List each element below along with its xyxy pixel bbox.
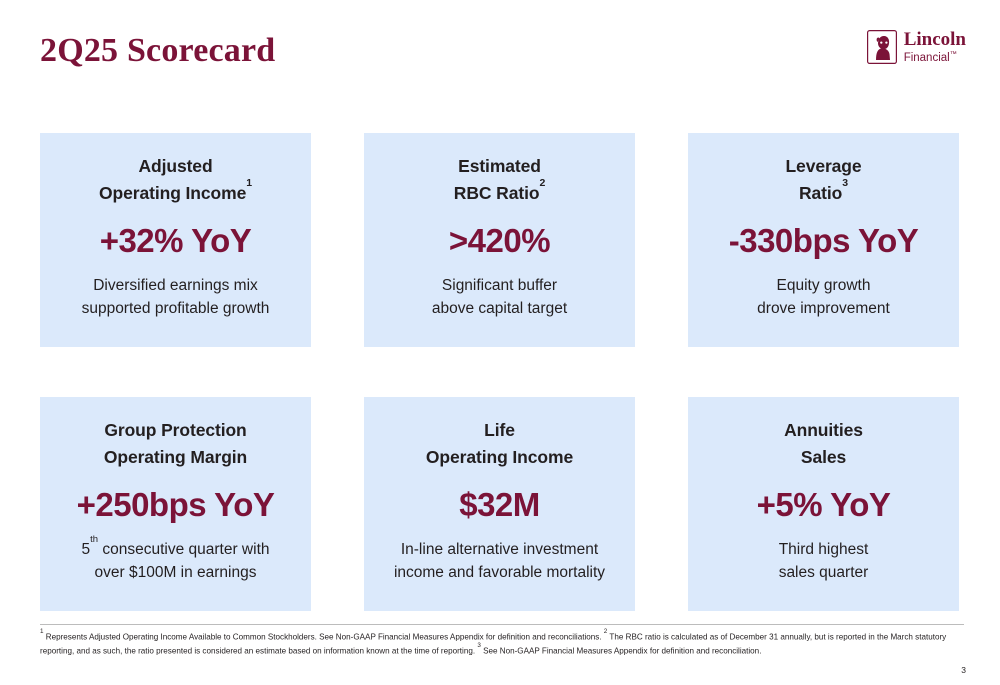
card-label xyxy=(378,153,621,207)
footnote-marker-1: 1 xyxy=(40,627,44,635)
card-desc-line2: supported profitable growth xyxy=(81,299,270,317)
footnote-marker-2: 2 xyxy=(603,627,608,635)
card-desc-line2: income and favorable mortality xyxy=(393,563,606,581)
card-description xyxy=(54,274,297,321)
footnote-text-1: Represents Adjusted Operating Income Available to Common Stockholders. See Non-GAAP Financial Measures Appendix for definition and reconciliations. xyxy=(43,632,604,642)
card-label xyxy=(702,153,945,207)
card-desc-line1: Equity growth xyxy=(776,276,871,294)
card-label-line2: Operating Margin xyxy=(103,447,248,468)
card-label-line1: Group Protection xyxy=(104,420,247,440)
card-label-line1: Life xyxy=(484,420,515,440)
card-value: -330bps YoY xyxy=(728,222,919,260)
card-label xyxy=(54,153,297,207)
card-label-line1: Annuities xyxy=(784,420,863,440)
card-desc-line1: In-line alternative investment xyxy=(400,540,599,558)
card-desc-line1: Diversified earnings mix xyxy=(93,276,258,294)
card-label-line2: Sales xyxy=(800,447,847,468)
scorecard-grid xyxy=(40,133,964,611)
page-title: 2Q25 Scorecard xyxy=(40,32,276,69)
card-description xyxy=(378,538,621,585)
logo-wordmark xyxy=(904,30,966,64)
card-description xyxy=(702,538,945,585)
card-description xyxy=(702,274,945,321)
footnote-divider xyxy=(40,624,964,625)
card-label-line2: Ratio xyxy=(798,183,843,204)
card-value: +5% YoY xyxy=(756,486,891,524)
footnote-text-3: See Non-GAAP Financial Measures Appendix for definition and reconciliation. xyxy=(480,646,762,656)
card-label-footnote-ref: 1 xyxy=(246,177,252,189)
scorecard-card-group-protection-operating-margin xyxy=(40,397,311,611)
card-desc-line2: sales quarter xyxy=(778,563,869,581)
card-description xyxy=(54,534,297,585)
card-value: +32% YoY xyxy=(99,222,252,260)
card-label xyxy=(54,417,297,471)
card-label-line1: Leverage xyxy=(785,156,862,176)
card-label xyxy=(702,417,945,471)
scorecard-card-estimated-rbc-ratio xyxy=(364,133,635,347)
card-label-line2: Operating Income xyxy=(99,183,247,204)
lincoln-financial-logo xyxy=(867,30,966,64)
card-label-footnote-ref: 3 xyxy=(842,177,848,189)
logo-line-financial: Financial™ xyxy=(903,51,957,64)
trademark-symbol: ™ xyxy=(949,51,957,58)
card-value: >420% xyxy=(448,222,551,260)
logo-line-lincoln: Lincoln xyxy=(903,29,966,50)
card-description xyxy=(378,274,621,321)
card-value: $32M xyxy=(459,486,540,524)
card-desc-line2: over $100M in earnings xyxy=(94,563,257,581)
footnote-marker-3: 3 xyxy=(477,641,481,649)
scorecard-card-life-operating-income xyxy=(364,397,635,611)
scorecard-card-adjusted-operating-income xyxy=(40,133,311,347)
scorecard-card-leverage-ratio xyxy=(688,133,959,347)
card-value: +250bps YoY xyxy=(76,486,275,524)
card-label-footnote-ref: 2 xyxy=(539,177,546,189)
card-desc-line1-prefix: 5 xyxy=(81,540,91,558)
page-number: 3 xyxy=(961,665,966,675)
card-desc-line2: above capital target xyxy=(431,299,568,317)
card-desc-line2: drove improvement xyxy=(757,299,890,317)
card-label-line2: Operating Income xyxy=(425,447,574,468)
footnote-text-2: The RBC ratio is calculated as of December 31 annually, but is reported in the March statutory reporting, and as such, the ratio presented is considered an estimate based on information known at the time of reporting. xyxy=(40,632,947,656)
card-desc-line1: Third highest xyxy=(778,540,869,558)
lincoln-profile-icon xyxy=(867,30,897,64)
scorecard-card-annuities-sales xyxy=(688,397,959,611)
card-label-line1: Adjusted xyxy=(138,156,213,176)
slide-header xyxy=(0,0,1000,108)
card-desc-line1-suffix: consecutive quarter with xyxy=(98,540,270,558)
card-label-line1: Estimated xyxy=(458,156,541,176)
card-label xyxy=(378,417,621,471)
card-label-line2: RBC Ratio xyxy=(453,183,540,204)
card-desc-ordinal-suffix: th xyxy=(90,534,99,546)
card-desc-line1: Significant buffer xyxy=(441,276,558,294)
footnotes xyxy=(40,627,960,658)
